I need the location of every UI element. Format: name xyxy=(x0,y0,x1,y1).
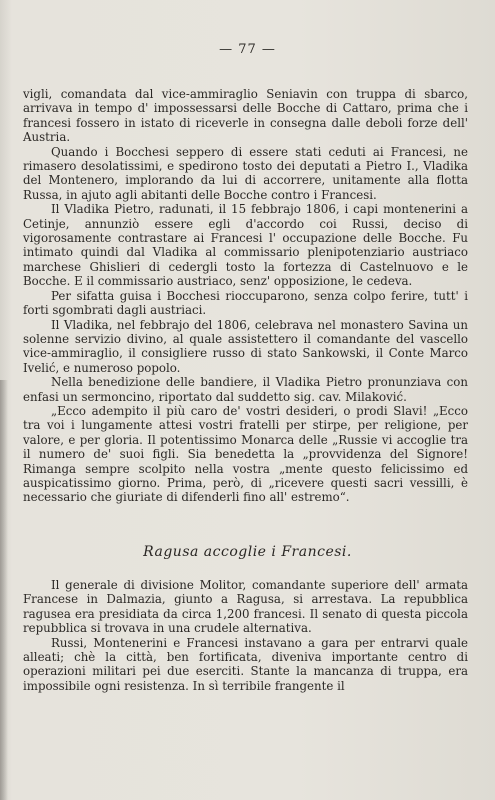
paragraph: Russi, Montenerini e Francesi instavano a gara per entrarvi quale alleati; chè la città, ben fortificata, diveniva importante centro di operazioni militari pei due eserciti. Stante la mancanza di truppa, era impossibile ogni resistenza. In sì terribile frangente il xyxy=(23,635,468,693)
page-edge-shadow xyxy=(0,380,8,800)
paragraph: Il Vladika Pietro, radunati, il 15 febbrajo 1806, i capi montenerini a Cetinje, annunziò essere egli d'accordo coi Russi, deciso di vigorosamente contrastare ai Francesi l' occupazione delle Bocche. Fu intimato quindi dal Vladika al commissario plenipotenziario austriaco marchese Ghislieri di cedergli tosto la fortezza di Castelnuovo e le Bocche. E il commissario austriaco, senz' opposizione, le cedeva. xyxy=(23,202,468,289)
paragraph: Il Vladika, nel febbrajo del 1806, celebrava nel monastero Savina un solenne servizio divino, al quale assistettero il comandante del vascello vice-ammiraglio, il consigliere russo di stato Sankowski, il Conte Marco Ivelić, e numeroso popolo. xyxy=(23,317,468,375)
paragraph: Per sifatta guisa i Bocchesi rioccuparono, senza colpo ferire, tutt' i forti sgombrati dagli austriaci. xyxy=(23,288,468,318)
paragraph: vigli, comandata dal vice-ammiraglio Seniavin con truppa di sbarco, arrivava in tempo d' impossessarsi delle Bocche di Cattaro, prima che i francesi fossero in istato di riceverle in consegna dalle deboli forze dell' Austria. xyxy=(23,87,468,145)
paragraph: Nella benedizione delle bandiere, il Vladika Pietro pronunziava con enfasi un sermoncino, riportato dal suddetto sig. cav. Milaković. xyxy=(23,375,468,404)
paragraph: „Ecco adempito il più caro de' vostri desideri, o prodi Slavi! „Ecco tra voi i lungamente attesi vostri fratelli per stirpe, per religione, per valore, e per gloria. Il potentissimo Monarca delle „Russie vi accoglie tra il numero de' suoi figli. Sia benedetta la „provvidenza del Signore! Rimanga sempre scolpito nella vostra „mente questo felicissimo ed auspicatissimo giorno. Prima, però, di „ricevere questi sacri vessilli, è necessario che giuriate di difenderli fino all' estremo“. xyxy=(23,403,468,505)
paragraph: Il generale di divisione Molitor, comandante superiore dell' armata Francese in Dalmazia, giunto a Ragusa, si arrestava. La repubblica ragusea era presidiata da circa 1,200 francesi. Il senato di questa piccola repubblica si trovava in una crudele alternativa. xyxy=(23,578,468,636)
page-number: — 77 — xyxy=(219,42,276,57)
body-text-top xyxy=(23,87,468,505)
section-title: Ragusa accoglie i Francesi. xyxy=(143,544,352,560)
paragraph: Quando i Bocchesi seppero di essere stati ceduti ai Francesi, ne rimasero desolatissimi, e spedirono tosto dei deputati a Pietro I., Vladika del Montenero, implorando da lui di accorrere, unitamente alla flotta Russa, in ajuto agli abitanti delle Bocche contro i Francesi. xyxy=(23,144,468,202)
body-text-bottom xyxy=(23,578,468,693)
